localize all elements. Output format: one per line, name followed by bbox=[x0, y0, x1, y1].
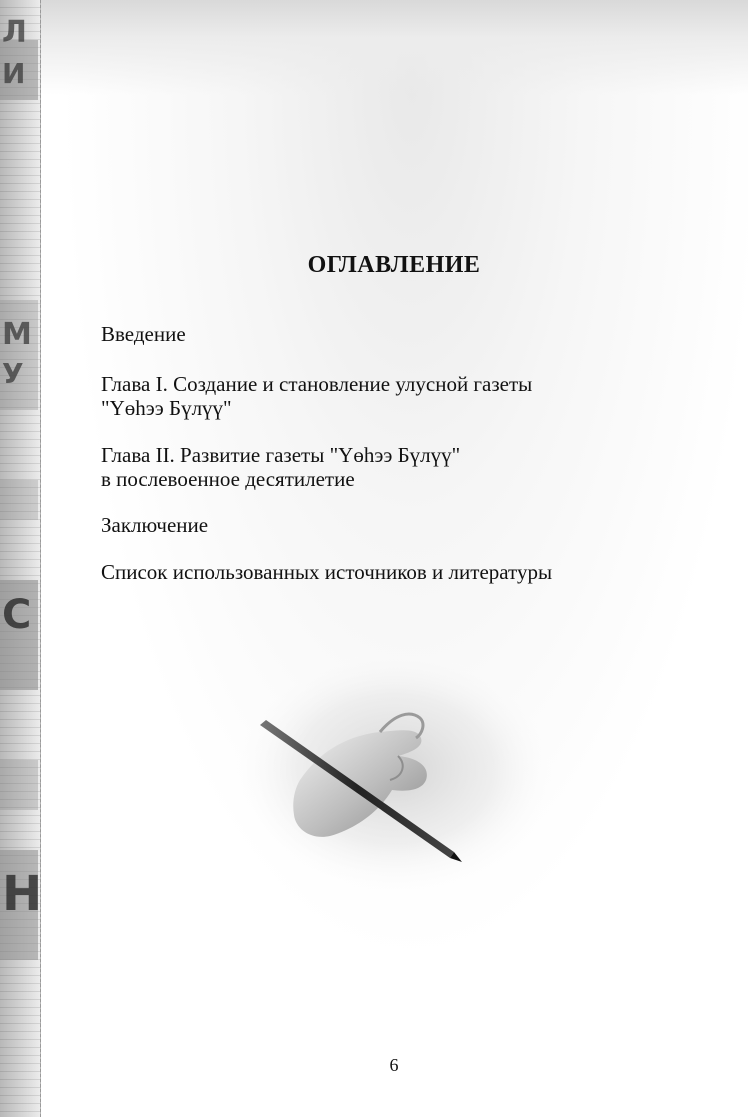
toc-entry-text: Глава II. Развитие газеты "Үөһээ Бүлүү" bbox=[101, 443, 461, 467]
newspaper-fragment: Н bbox=[2, 866, 43, 922]
page-number: 6 bbox=[389, 1055, 399, 1075]
toc-entry-text: Список использованных источников и литературы bbox=[101, 560, 553, 584]
toc-entry-text: "Үөһээ Бүлүү" bbox=[101, 396, 232, 420]
toc-entry-sources bbox=[101, 560, 552, 584]
toc-entry-introduction bbox=[101, 322, 186, 346]
newspaper-fragment: М bbox=[2, 317, 32, 352]
toc-entry-chapter-2 bbox=[101, 443, 460, 491]
newspaper-fragment bbox=[0, 480, 38, 520]
toc-entry-text: Глава I. Создание и становление улусной газеты bbox=[101, 372, 533, 396]
newspaper-collage-strip bbox=[0, 0, 41, 1117]
newspaper-fragment: С bbox=[2, 592, 32, 638]
toc-entry-text: в послевоенное десятилетие bbox=[101, 467, 355, 491]
top-shading bbox=[38, 0, 748, 95]
page-title: ОГЛАВЛЕНИЕ bbox=[307, 252, 481, 278]
newspaper-fragment: И bbox=[2, 57, 26, 90]
toc-entry-chapter-1 bbox=[101, 372, 532, 420]
newspaper-fragment bbox=[0, 760, 38, 810]
hand-with-pen-illustration bbox=[230, 640, 560, 900]
newspaper-fragment: У bbox=[2, 357, 24, 390]
toc-entry-text: Заключение bbox=[101, 513, 209, 537]
newspaper-fragment: Л bbox=[2, 15, 27, 50]
toc-entry-conclusion bbox=[101, 513, 208, 537]
toc-entry-text: Введение bbox=[101, 322, 186, 346]
